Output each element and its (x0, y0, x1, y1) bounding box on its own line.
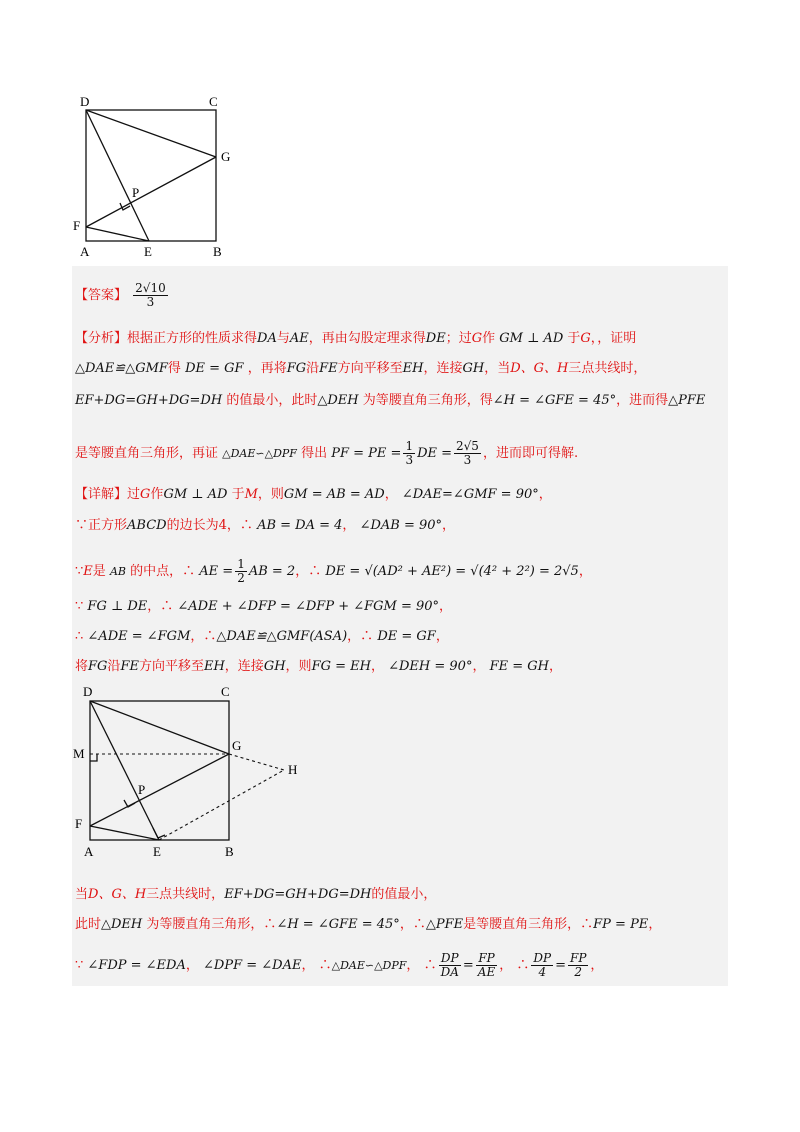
text-fragment: DP (533, 951, 552, 965)
text-fragment: ，，证明 (590, 331, 637, 346)
text-fragment (454, 440, 481, 467)
text-fragment: ， (578, 564, 592, 579)
text-fragment: ， (435, 629, 449, 644)
text-fragment: 3 (463, 453, 472, 467)
text-fragment: ∴ (263, 917, 277, 932)
text-fragment: 的边长为 (166, 518, 219, 533)
text-fragment: EF+DG=GH+DG=DH (224, 887, 372, 902)
text-fragment: ∴ (75, 629, 84, 644)
text-fragment: ， (185, 958, 199, 973)
detail-line-7 (75, 886, 436, 904)
text-fragment: △DAE≌△GMF(ASA) (216, 629, 348, 644)
analysis-line-1 (75, 330, 636, 348)
right-angle-mark-m (90, 754, 97, 761)
text-fragment: 2√10 (135, 281, 166, 295)
text-fragment: ∠H = ∠GFE = 45° (276, 917, 400, 932)
text-fragment: FE (120, 659, 139, 674)
text-fragment: ∠FDP = ∠EDA (87, 958, 186, 973)
text-fragment: ∵ (75, 564, 84, 579)
text-fragment: GH (263, 659, 286, 674)
text-fragment: ∠DPF = ∠DAE (203, 958, 302, 973)
label-e-2: E (153, 844, 161, 859)
figure-2-diagram (66, 680, 326, 862)
text-fragment: ∴ (239, 518, 253, 533)
figure-1-diagram (66, 90, 246, 260)
text-fragment: 作 (482, 331, 496, 346)
text-fragment: DA (257, 331, 277, 346)
text-fragment: FP (570, 951, 587, 965)
text-fragment: △PFE (425, 917, 464, 932)
label-g: G (221, 149, 231, 164)
text-fragment: ， (190, 629, 204, 644)
label-d: D (80, 94, 90, 109)
text-fragment: ， (399, 917, 413, 932)
label-g-2: G (232, 738, 242, 753)
text-fragment: GM = AB = AD (283, 487, 385, 502)
text-fragment: ， (384, 487, 398, 502)
text-fragment: ∴ (360, 629, 374, 644)
text-fragment: ∵ (75, 599, 84, 614)
text-fragment: 得 (167, 361, 181, 376)
text-fragment: ， (538, 487, 552, 502)
segment-fg (86, 157, 216, 227)
text-fragment: ，再将 (247, 361, 287, 376)
detail-line-1 (75, 486, 552, 504)
text-fragment: ∵ (75, 518, 89, 533)
text-fragment (439, 952, 461, 979)
text-fragment: 作 (150, 487, 164, 502)
text-fragment: EF+DG=GH+DG=DH (75, 393, 223, 408)
text-fragment (531, 952, 553, 979)
answer-line (75, 282, 170, 309)
text-fragment: 为等腰直角三角形，得 (362, 393, 493, 408)
text-fragment: ， (226, 518, 240, 533)
text-fragment: ， (442, 518, 456, 533)
text-fragment: ， (342, 518, 356, 533)
text-fragment: ∴ (160, 599, 174, 614)
text-fragment: 沿 (107, 659, 121, 674)
text-fragment: AB (109, 565, 126, 578)
text-fragment: G (580, 331, 591, 346)
segment-fg-2 (90, 754, 229, 826)
text-fragment (403, 440, 415, 467)
text-fragment: ABCD (127, 518, 167, 533)
label-f-2: F (75, 816, 83, 831)
text-fragment: 将 (75, 659, 89, 674)
text-fragment: G (140, 487, 151, 502)
text-fragment: ，则 (285, 659, 312, 674)
text-fragment: 的值最小，此时 (226, 393, 318, 408)
text-fragment: 2√5 (456, 439, 479, 453)
label-c-2: C (221, 684, 230, 699)
text-fragment: ，则 (257, 487, 284, 502)
detail-line-3 (75, 558, 592, 585)
text-fragment: 与 (276, 331, 290, 346)
text-fragment (235, 558, 247, 585)
text-fragment: ∠ADE + ∠DFP = ∠DFP + ∠FGM = 90° (177, 599, 440, 614)
text-fragment: FG = EH (311, 659, 371, 674)
text-fragment: ，进而得 (616, 393, 669, 408)
text-fragment: DE = GF (185, 361, 244, 376)
analysis-line-3 (75, 392, 705, 410)
segment-de-2 (90, 701, 159, 840)
text-fragment: E (83, 564, 93, 579)
text-fragment: GH (462, 361, 485, 376)
text-fragment: ， (472, 659, 486, 674)
text-fragment: 的中点， (130, 564, 183, 579)
label-b: B (213, 244, 222, 259)
text-fragment: ，当 (484, 361, 511, 376)
text-fragment: ， (295, 564, 309, 579)
analysis-tag: 【分析】 (75, 331, 128, 346)
text-fragment: ；过 (445, 331, 472, 346)
text-fragment: EH (402, 361, 424, 376)
text-fragment: FP = PE (593, 917, 649, 932)
answer-fraction (133, 282, 168, 309)
right-angle-mark-p-2 (124, 800, 135, 807)
text-fragment: ，连接 (423, 361, 463, 376)
text-fragment: 方向平移至 (138, 659, 204, 674)
text-fragment: ∠DAB = 90° (359, 518, 443, 533)
text-fragment: FG ⊥ DE (87, 599, 148, 614)
text-fragment: 是等腰直角三角形，再证 (75, 446, 219, 461)
text-fragment: ，再由勾股定理求得 (308, 331, 426, 346)
label-h-2: H (288, 762, 298, 777)
text-fragment: = (555, 958, 567, 973)
analysis-line-4 (75, 440, 578, 467)
text-fragment: AE (289, 331, 309, 346)
text-fragment: DA (440, 965, 459, 979)
text-fragment: ∴ (580, 917, 594, 932)
label-p-2: P (138, 782, 146, 797)
text-fragment: M (244, 487, 258, 502)
text-fragment: 的值最小， (371, 887, 437, 902)
detail-line-2 (75, 517, 455, 535)
text-fragment: FE (319, 361, 338, 376)
label-p: P (132, 185, 140, 200)
text-fragment: 于 (567, 331, 581, 346)
text-fragment: 此时 (75, 917, 102, 932)
text-fragment: ∴ (203, 629, 217, 644)
detail-line-5 (75, 628, 449, 646)
text-fragment: 3 (146, 295, 155, 309)
square-abcd (86, 110, 216, 241)
text-fragment: ∴ (516, 958, 530, 973)
detail-line-4 (75, 598, 452, 616)
label-a: A (80, 244, 90, 259)
text-fragment: FE = GH (489, 659, 549, 674)
text-fragment: ∵ (75, 958, 84, 973)
text-fragment: 4 (218, 518, 227, 533)
label-d-2: D (83, 684, 93, 699)
text-fragment: ， (147, 599, 161, 614)
text-fragment: AB = DA = 4 (257, 518, 343, 533)
text-fragment: ∴ (318, 958, 332, 973)
text-fragment: DE = √(AD² + AE²) = √(4² + 2²) = 2√5 (325, 564, 579, 579)
text-fragment: D、G、H (88, 887, 147, 902)
text-fragment: ， (439, 599, 453, 614)
text-fragment: ， (301, 958, 315, 973)
text-fragment: FG (88, 659, 108, 674)
text-fragment: ， (370, 659, 384, 674)
text-fragment: AE (477, 965, 496, 979)
text-fragment: EH (203, 659, 225, 674)
label-m-2: M (73, 746, 85, 761)
text-fragment: 是等腰直角三角形， (463, 917, 581, 932)
text-fragment: DP (439, 952, 461, 966)
text-fragment: FG (286, 361, 307, 376)
text-fragment: 2 (574, 965, 583, 979)
text-fragment: D、G、H (510, 361, 569, 376)
text-fragment: = (462, 958, 474, 973)
text-fragment: PF = PE = (331, 446, 402, 461)
text-fragment: ∴ (308, 564, 322, 579)
detail-line-6 (75, 658, 562, 676)
text-fragment: ∠DEH = 90° (388, 659, 473, 674)
detail-line-8 (75, 916, 661, 934)
text-fragment: 得出 (301, 446, 328, 461)
text-fragment: DE = GF (377, 629, 436, 644)
text-fragment: GM ⊥ AD (499, 331, 564, 346)
label-e: E (144, 244, 152, 259)
text-fragment: 沿 (306, 361, 320, 376)
text-fragment: ， (648, 917, 662, 932)
text-fragment: ， (549, 659, 563, 674)
text-fragment: 1 (405, 439, 414, 453)
text-fragment: ，连接 (224, 659, 264, 674)
text-fragment: △DAE∽△DPF (222, 447, 297, 460)
text-fragment: ∠H = ∠GFE = 45° (492, 393, 617, 408)
text-fragment: ∴ (182, 564, 196, 579)
text-fragment: 过 (127, 487, 141, 502)
label-b-2: B (225, 844, 234, 859)
text-fragment: 根据正方形的性质求得 (127, 331, 258, 346)
text-fragment: FP (476, 952, 497, 966)
text-fragment: △PFE (668, 393, 706, 408)
text-fragment: △DEH (101, 917, 143, 932)
text-fragment: DE = (417, 446, 453, 461)
text-fragment: AB = 2 (248, 564, 296, 579)
text-fragment: 正方形 (88, 518, 128, 533)
text-fragment: 是 (92, 564, 106, 579)
answer-tag: 【答案】 (75, 288, 128, 303)
right-angle-mark-e (153, 828, 165, 838)
text-fragment: 当 (75, 887, 89, 902)
text-fragment: 为等腰直角三角形， (146, 917, 264, 932)
label-c: C (209, 94, 218, 109)
text-fragment: GM ⊥ AD (163, 487, 228, 502)
text-fragment (568, 952, 588, 979)
text-fragment: G (471, 331, 483, 346)
text-fragment: ， (347, 629, 361, 644)
text-fragment: 2 (237, 571, 245, 585)
square-abcd-2 (90, 701, 229, 840)
text-fragment: ∠DAE=∠GMF = 90° (401, 487, 539, 502)
text-fragment: ，进而即可得解. (482, 446, 579, 461)
text-fragment: AE = (199, 564, 234, 579)
text-fragment: △DAE∽△DPF (331, 959, 407, 972)
text-fragment: 方向平移至 (337, 361, 403, 376)
detail-line-9 (75, 952, 603, 979)
text-fragment: 于 (231, 487, 245, 502)
segment-fe-2 (90, 826, 159, 840)
text-fragment: ∴ (423, 958, 437, 973)
analysis-line-2 (75, 360, 646, 378)
text-fragment: ， (406, 958, 420, 973)
label-f: F (73, 218, 81, 233)
text-fragment: 4 (538, 965, 547, 979)
segment-fe (86, 227, 149, 241)
label-a-2: A (84, 844, 94, 859)
text-fragment (476, 952, 497, 979)
text-fragment: DE (425, 331, 446, 346)
text-fragment: ， (590, 958, 604, 973)
text-fragment: 3 (405, 453, 414, 467)
segment-gh-dashed (229, 754, 284, 770)
text-fragment: ， (499, 958, 513, 973)
text-fragment: 1 (237, 557, 245, 571)
text-fragment: △DEH (317, 393, 359, 408)
text-fragment: △DAE≌△GMF (75, 361, 168, 376)
text-fragment: ∴ (412, 917, 426, 932)
detail-tag: 【详解】 (75, 487, 128, 502)
text-fragment: 三点共线时， (568, 361, 647, 376)
segment-dg-2 (90, 701, 229, 754)
text-fragment: ∠ADE = ∠FGM (87, 629, 191, 644)
text-fragment: 三点共线时， (146, 887, 225, 902)
